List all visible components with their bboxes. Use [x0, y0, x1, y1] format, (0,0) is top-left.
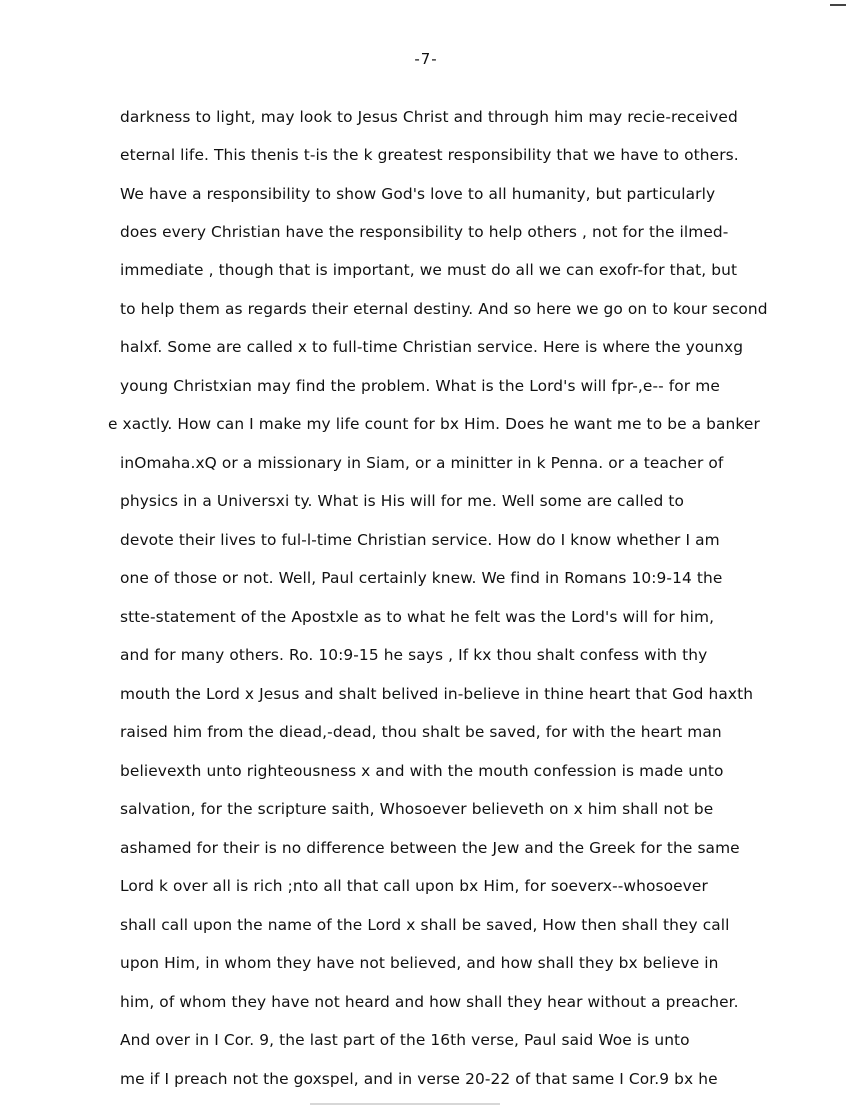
- text-line-22: shall call upon the name of the Lord x shall be saved, How then shall they call: [120, 916, 730, 934]
- text-line-10: inOmaha.xQ or a missionary in Siam, or a minitter in k Penna. or a teacher of: [120, 454, 724, 472]
- text-line-2: eternal life. This thenis t-is the k greatest responsibility that we have to others.: [120, 146, 739, 164]
- text-line-5: immediate , though that is important, we must do all we can exofr-for that, but: [120, 261, 738, 279]
- text-line-25: And over in I Cor. 9, the last part of the 16th verse, Paul said Woe is unto: [120, 1031, 690, 1049]
- text-line-20: ashamed for their is no difference between the Jew and the Greek for the same: [120, 839, 740, 857]
- text-line-4: does every Christian have the responsibility to help others , not for the ilmed-: [120, 223, 729, 241]
- text-line-13: one of those or not. Well, Paul certainly knew. We find in Romans 10:9-14 the: [120, 569, 723, 587]
- text-line-12: devote their lives to ful-l-time Christian service. How do I know whether I am: [120, 531, 720, 549]
- text-line-11: physics in a Universxi ty. What is His will for me. Well some are called to: [120, 492, 684, 510]
- text-line-24: him, of whom they have not heard and how shall they hear without a preacher.: [120, 993, 739, 1011]
- bottom-page-rule: [310, 1103, 500, 1105]
- text-line-14: stte-statement of the Apostxle as to what he felt was the Lord's will for him,: [120, 608, 715, 626]
- text-line-7: halxf. Some are called x to full-time Christian service. Here is where the younxg: [120, 338, 744, 356]
- text-line-19: salvation, for the scripture saith, Whosoever believeth on x him shall not be: [120, 800, 714, 818]
- text-line-9: e xactly. How can I make my life count for bx Him. Does he want me to be a banker: [108, 415, 760, 433]
- text-line-8: young Christxian may find the problem. What is the Lord's will fpr-,e-- for me: [120, 377, 720, 395]
- page-number: -7-: [414, 50, 438, 68]
- text-line-21: Lord k over all is rich ;nto all that call upon bx Him, for soeverx--whosoever: [120, 877, 708, 895]
- text-line-26: me if I preach not the goxspel, and in verse 20-22 of that same I Cor.9 bx he: [120, 1070, 718, 1088]
- text-line-23: upon Him, in whom they have not believed, and how shall they bx believe in: [120, 954, 719, 972]
- text-line-1: darkness to light, may look to Jesus Christ and through him may recie-received: [120, 108, 738, 126]
- text-line-15: and for many others. Ro. 10:9-15 he says , If kx thou shalt confess with thy: [120, 646, 708, 664]
- text-line-17: raised him from the diead,-dead, thou shalt be saved, for with the heart man: [120, 723, 722, 741]
- text-line-3: We have a responsibility to show God's love to all humanity, but particularly: [120, 185, 716, 203]
- text-line-6: to help them as regards their eternal destiny. And so here we go on to kour second: [120, 300, 768, 318]
- page-corner-mark: [830, 4, 846, 6]
- text-line-18: believexth unto righteousness x and with the mouth confession is made unto: [120, 762, 724, 780]
- text-line-16: mouth the Lord x Jesus and shalt belived in-believe in thine heart that God haxth: [120, 685, 754, 703]
